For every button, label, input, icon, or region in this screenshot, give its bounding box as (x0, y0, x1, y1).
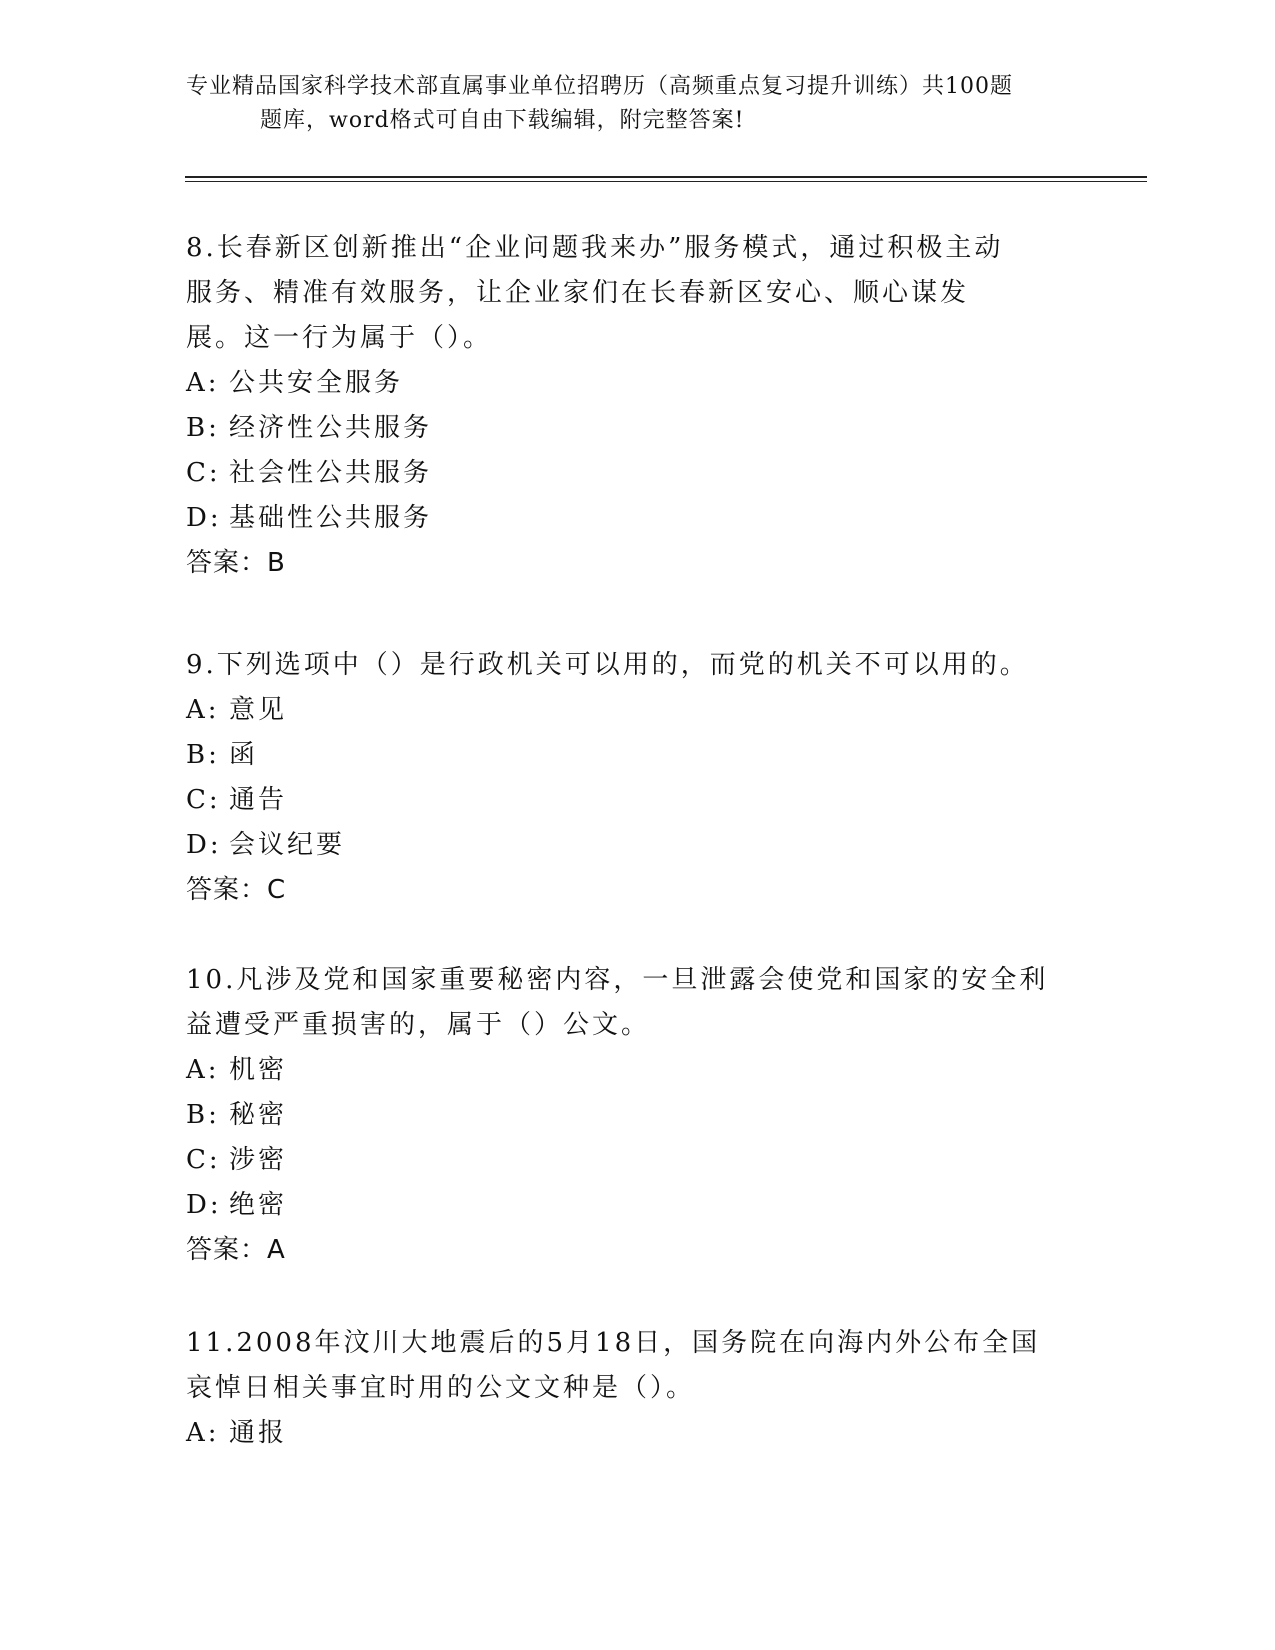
option-key: D: (186, 1190, 222, 1220)
option-key: B: (186, 1100, 220, 1130)
option-key: C: (186, 1145, 221, 1175)
option-a (186, 1048, 1066, 1093)
option-key: A: (186, 695, 220, 725)
option-text: 绝密 (229, 1190, 288, 1220)
option-text: 社会性公共服务 (229, 458, 433, 488)
option-b (186, 406, 1026, 451)
option-key: B: (186, 740, 220, 770)
option-text: 会议纪要 (229, 830, 346, 860)
option-text: 通报 (229, 1418, 288, 1448)
option-d (186, 1183, 1066, 1228)
option-key: A: (186, 1418, 220, 1448)
option-text: 通告 (229, 785, 288, 815)
answer-label: 答案：A (186, 1235, 286, 1265)
option-key: D: (186, 830, 222, 860)
question-11 (186, 1321, 1056, 1456)
option-key: A: (186, 1055, 220, 1085)
question-stem: 9.下列选项中（）是行政机关可以用的，而党的机关不可以用的。 (186, 650, 1029, 680)
option-text: 经济性公共服务 (229, 413, 433, 443)
option-b (186, 733, 1086, 778)
question-10 (186, 958, 1066, 1273)
header-title-line1: 专业精品国家科学技术部直属事业单位招聘历（高频重点复习提升训练）共100题 (186, 74, 1013, 99)
option-text: 函 (229, 740, 259, 770)
option-key: C: (186, 458, 221, 488)
question-8 (186, 226, 1026, 586)
option-text: 机密 (229, 1055, 288, 1085)
option-key: A: (186, 368, 220, 398)
option-text: 意见 (229, 695, 288, 725)
option-a (186, 361, 1026, 406)
option-text: 涉密 (229, 1145, 288, 1175)
option-key: B: (186, 413, 220, 443)
header-title-line2: 题库，word格式可自由下载编辑，附完整答案! (260, 108, 745, 133)
question-stem: 11.2008年汶川大地震后的5月18日，国务院在向海内外公布全国哀悼日相关事宜时用的公文文种是（）。 (186, 1328, 1041, 1403)
header-divider-thin (185, 181, 1147, 182)
option-text: 基础性公共服务 (229, 503, 433, 533)
option-c (186, 451, 1026, 496)
option-c (186, 1138, 1066, 1183)
option-b (186, 1093, 1066, 1138)
question-stem: 10.凡涉及党和国家重要秘密内容，一旦泄露会使党和国家的安全利益遭受严重损害的，属于（）公文。 (186, 965, 1049, 1040)
option-a (186, 1411, 1056, 1456)
option-c (186, 778, 1086, 823)
option-text: 秘密 (229, 1100, 288, 1130)
option-key: D: (186, 503, 222, 533)
option-d (186, 823, 1086, 868)
header-divider-thick (185, 176, 1147, 178)
option-a (186, 688, 1086, 733)
question-9 (186, 643, 1086, 913)
option-d (186, 496, 1026, 541)
option-text: 公共安全服务 (229, 368, 404, 398)
answer-label: 答案：C (186, 875, 287, 905)
question-stem: 8.长春新区创新推出“企业问题我来办”服务模式，通过积极主动服务、精准有效服务，让企业家们在长春新区安心、顺心谋发展。这一行为属于（）。 (186, 233, 1004, 353)
option-key: C: (186, 785, 221, 815)
answer-label: 答案：B (186, 548, 286, 578)
document-header (186, 70, 1086, 138)
